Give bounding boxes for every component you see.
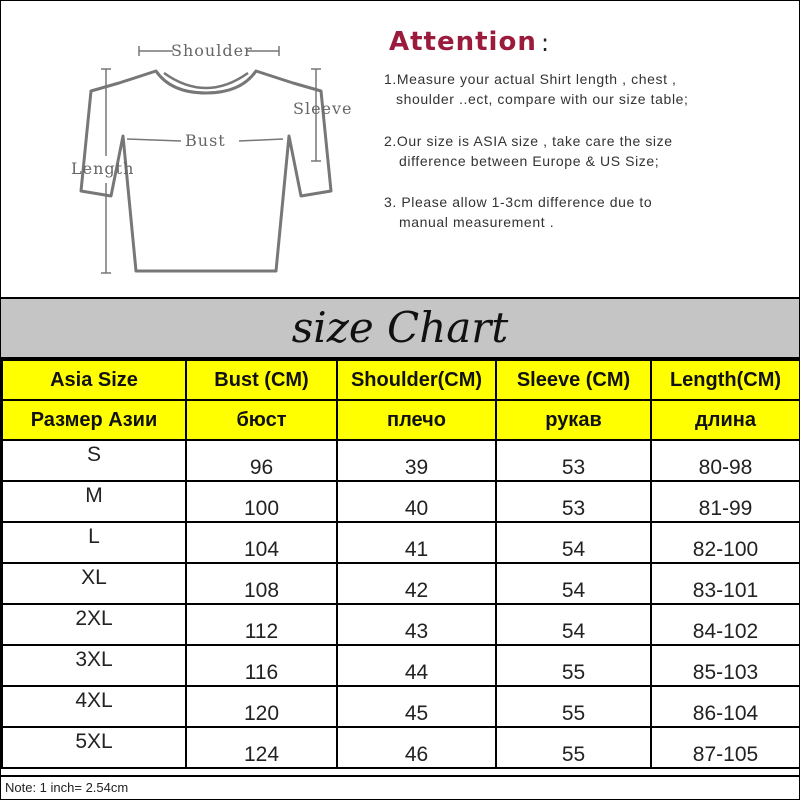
length-label: Length	[71, 159, 135, 178]
header-ru-length: длина	[651, 400, 800, 440]
attention-colon: :	[541, 29, 550, 57]
sleeve-cell: 55	[496, 645, 651, 686]
shoulder-cell: 41	[337, 522, 496, 563]
chart-title: size Chart	[291, 303, 509, 352]
sleeve-label: Sleeve	[293, 99, 353, 118]
footnote-divider	[1, 775, 799, 777]
size-cell: 4XL	[2, 686, 186, 727]
bust-cell: 120	[186, 686, 337, 727]
sleeve-cell: 54	[496, 563, 651, 604]
note-2-line-1: 2.Our size is ASIA size , take care the size	[384, 133, 673, 149]
table-row	[2, 440, 800, 481]
length-cell: 86-104	[651, 686, 800, 727]
tshirt-diagram	[61, 31, 371, 281]
note-3-line-2: manual measurement .	[399, 214, 555, 230]
chart-banner	[1, 299, 799, 359]
header-bust: Bust (CM)	[186, 360, 337, 400]
shoulder-cell: 45	[337, 686, 496, 727]
size-cell: M	[2, 481, 186, 522]
table-row	[2, 645, 800, 686]
tshirt-outline-icon	[61, 31, 371, 281]
size-cell: 2XL	[2, 604, 186, 645]
sleeve-cell: 55	[496, 686, 651, 727]
note-1-line-2: shoulder ..ect, compare with our size table;	[396, 91, 689, 107]
table-row	[2, 481, 800, 522]
bust-cell: 100	[186, 481, 337, 522]
length-cell: 87-105	[651, 727, 800, 768]
shoulder-cell: 43	[337, 604, 496, 645]
header-ru-size: Размер Азии	[2, 400, 186, 440]
header-ru-sleeve: рукав	[496, 400, 651, 440]
sleeve-cell: 54	[496, 522, 651, 563]
table-row	[2, 522, 800, 563]
shoulder-label: Shoulder	[171, 41, 253, 60]
note-1-line-1: 1.Measure your actual Shirt length , chest ,	[384, 71, 677, 87]
length-cell: 84-102	[651, 604, 800, 645]
table-row	[2, 686, 800, 727]
header-sleeve: Sleeve (CM)	[496, 360, 651, 400]
bust-cell: 108	[186, 563, 337, 604]
bust-cell: 124	[186, 727, 337, 768]
shoulder-cell: 40	[337, 481, 496, 522]
table-row	[2, 727, 800, 768]
header-asia-size: Asia Size	[2, 360, 186, 400]
size-cell: S	[2, 440, 186, 481]
sleeve-cell: 54	[496, 604, 651, 645]
note-3-line-1: 3. Please allow 1-3cm difference due to	[384, 194, 653, 210]
size-cell: XL	[2, 563, 186, 604]
shoulder-cell: 44	[337, 645, 496, 686]
shoulder-cell: 42	[337, 563, 496, 604]
sleeve-cell: 53	[496, 481, 651, 522]
header-ru-bust: бюст	[186, 400, 337, 440]
header-ru-shoulder: плечо	[337, 400, 496, 440]
header-row-ru	[2, 400, 800, 440]
bust-cell: 116	[186, 645, 337, 686]
length-cell: 81-99	[651, 481, 800, 522]
table-row	[2, 563, 800, 604]
table-row	[2, 604, 800, 645]
shoulder-cell: 39	[337, 440, 496, 481]
sleeve-cell: 55	[496, 727, 651, 768]
attention-note-3	[384, 192, 652, 232]
size-cell: 3XL	[2, 645, 186, 686]
shoulder-cell: 46	[337, 727, 496, 768]
size-table	[1, 359, 800, 769]
length-cell: 85-103	[651, 645, 800, 686]
bust-cell: 104	[186, 522, 337, 563]
header-row-en	[2, 360, 800, 400]
bust-label: Bust	[185, 131, 226, 150]
size-cell: 5XL	[2, 727, 186, 768]
header-length: Length(CM)	[651, 360, 800, 400]
length-cell: 80-98	[651, 440, 800, 481]
attention-note-2	[384, 131, 673, 171]
note-2-line-2: difference between Europe & US Size;	[399, 153, 660, 169]
attention-title: Attention	[389, 27, 537, 57]
bust-cell: 112	[186, 604, 337, 645]
length-cell: 83-101	[651, 563, 800, 604]
header-shoulder: Shoulder(CM)	[337, 360, 496, 400]
size-cell: L	[2, 522, 186, 563]
length-cell: 82-100	[651, 522, 800, 563]
footnote: Note: 1 inch= 2.54cm	[5, 780, 129, 795]
bust-cell: 96	[186, 440, 337, 481]
sleeve-cell: 53	[496, 440, 651, 481]
top-panel	[1, 1, 799, 299]
attention-note-1	[384, 69, 689, 109]
